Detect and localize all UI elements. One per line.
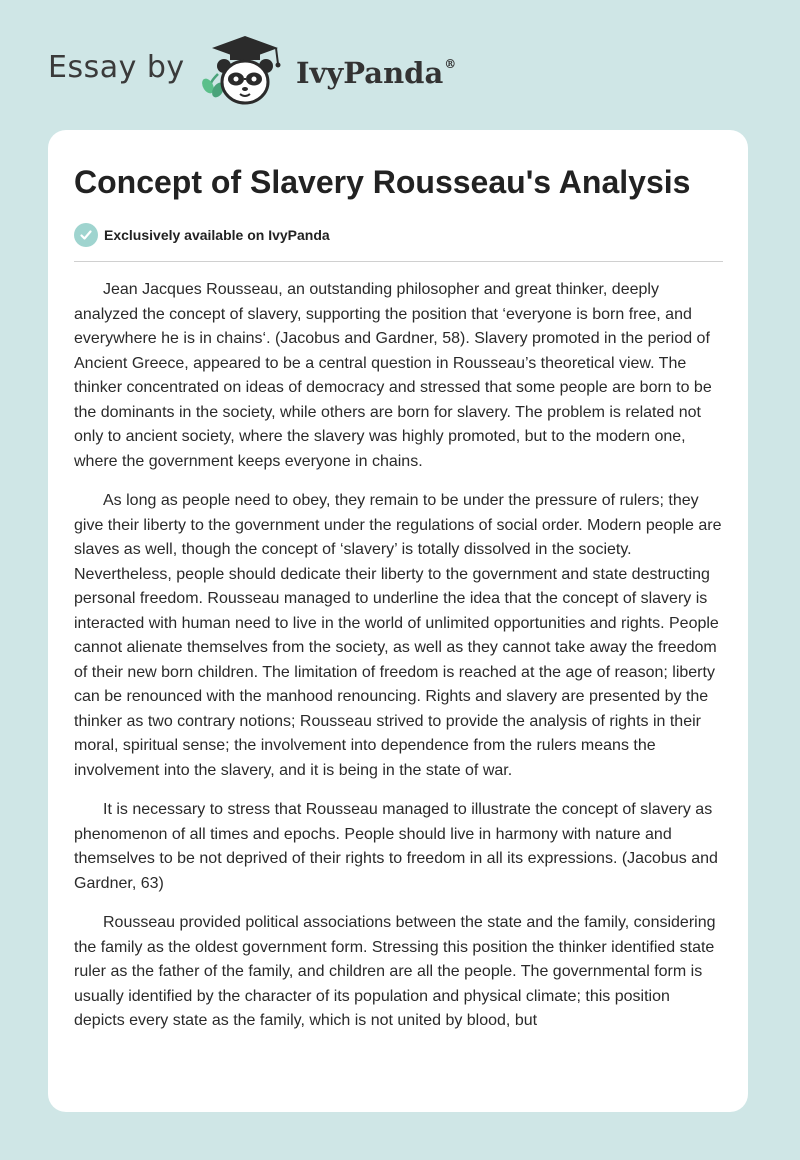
divider bbox=[74, 261, 723, 262]
essay-by-label: Essay by bbox=[48, 50, 185, 85]
paragraph: Rousseau provided political associations between the state and the family, considering the family as the oldest government form. Stressing this position the thinker identified state ruler as the father of the family, and children are all the people. The governmental form is usually identified by the character of its population and physical climate; this position depicts every state as the family, which is not united by blood, but bbox=[74, 914, 716, 1029]
registered-mark: ® bbox=[444, 57, 457, 72]
essay-body bbox=[74, 278, 724, 1049]
exclusive-label: Exclusively available on IvyPanda bbox=[104, 227, 330, 243]
paragraph: Jean Jacques Rousseau, an outstanding philosopher and great thinker, deeply analyzed the concept of slavery, supporting the position that ‘everyone is born free, and everywhere he is in chains‘. (Jacobus and Gardner, 58). Slavery promoted in the period of Ancient Greece, appeared to be a central question in Rousseau’s theoretical view. The thinker concentrated on ideas of democracy and stressed that some people are born to be the dominants in the society, while others are born for slavery. The problem is related not only to ancient society, where the slavery was highly promoted, but to the modern one, where the government keeps everyone in chains. bbox=[74, 281, 712, 470]
essay-card bbox=[48, 130, 748, 1112]
paragraph: It is necessary to stress that Rousseau managed to illustrate the concept of slavery as phenomenon of all times and epochs. People should live in harmony with nature and themselves to be not deprived of their rights to freedom in all its expressions. (Jacobus and Gardner, 63) bbox=[74, 801, 718, 892]
brand-text: IvyPanda bbox=[296, 56, 444, 90]
panda-logo-icon[interactable] bbox=[200, 34, 290, 106]
checkmark-icon bbox=[74, 223, 98, 247]
page-title: Concept of Slavery Rousseau's Analysis bbox=[74, 164, 691, 200]
paragraph: As long as people need to obey, they remain to be under the pressure of rulers; they give their liberty to the government under the regulations of social order. Modern people are slaves as well, though the concept of ‘slavery’ is totally dissolved in the society. Nevertheless, people should dedicate their liberty to the government and state destructing personal freedom. Rousseau managed to underline the idea that the concept of slavery is interacted with human need to live in the world of unlimited opportunities and rights. People cannot alienate themselves from the society, as well as they cannot take away the freedom of their new born children. The limitation of freedom is reached at the age of reason; liberty can be renounced with the manhood renouncing. Rights and slavery are presented by the thinker as two contrary notions; Rousseau strived to provide the analysis of rights in their moral, spiritual sense; the involvement into dependence from the rulers means the involvement into the slavery, and it is being in the state of war. bbox=[74, 492, 722, 779]
site-header bbox=[0, 0, 800, 130]
exclusive-badge bbox=[74, 223, 330, 247]
brand-name[interactable] bbox=[296, 56, 456, 90]
